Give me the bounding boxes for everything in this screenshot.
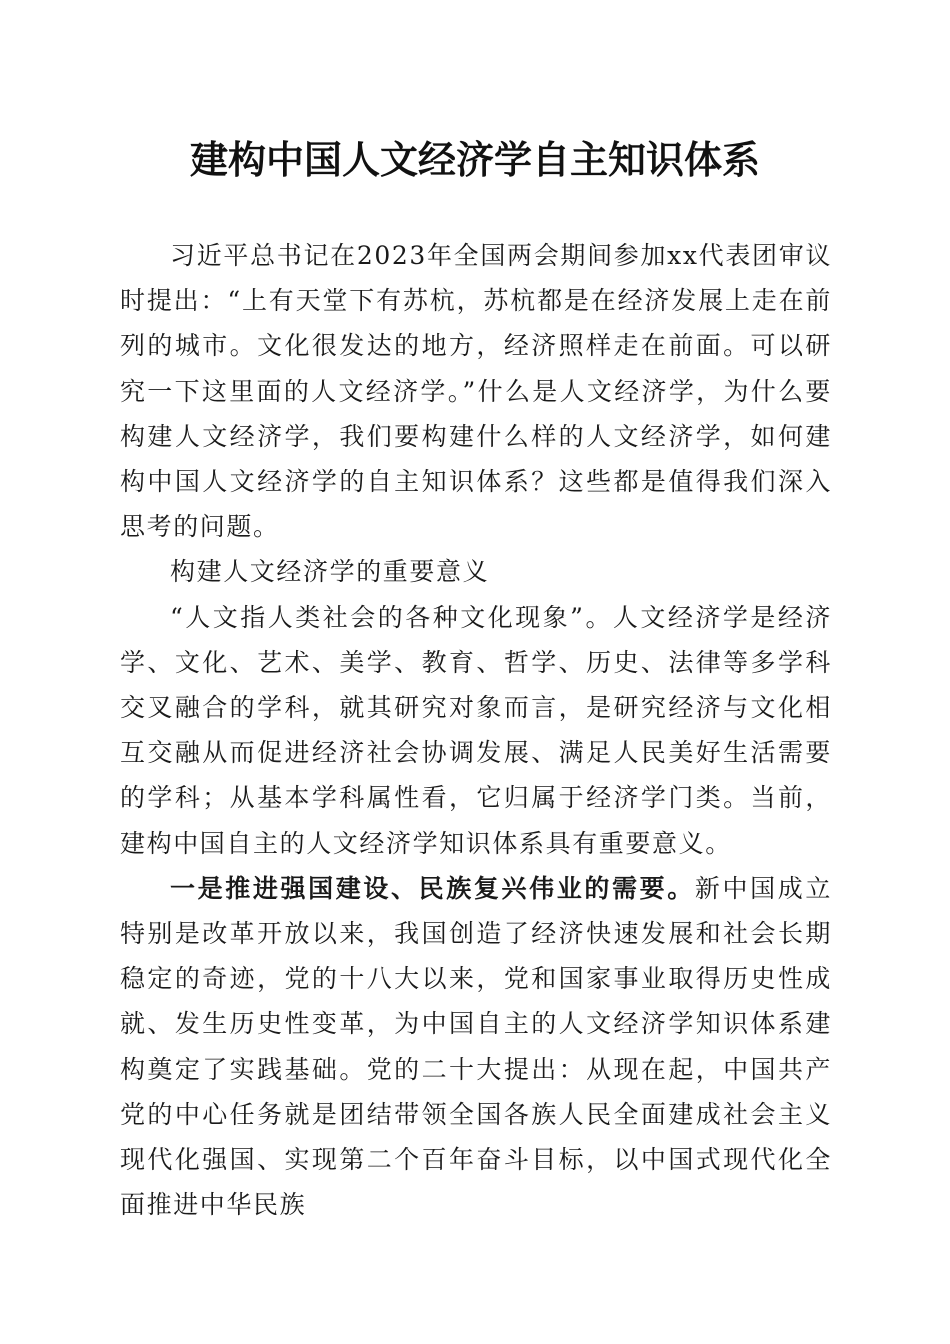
- point-one-text: 新中国成立特别是改革开放以来，我国创造了经济快速发展和社会长期稳定的奇迹，党的十八大以来，党和国家事业取得历史性成就、发生历史性变革，为中国自主的人文经济学知识体系建构奠定了实践基础。党的二十大提出：从现在起，中国共产党的中心任务就是团结带领全国各族人民全面建成社会主义现代化强国、实现第二个百年奋斗目标，以中国式现代化全面推进中华民族: [120, 873, 832, 1220]
- paragraph-point-one: [120, 866, 832, 1228]
- point-one-lead: 一是推进强国建设、民族复兴伟业的需要。: [170, 873, 695, 903]
- paragraph-intro: 习近平总书记在2023年全国两会期间参加xx代表团审议时提出：“上有天堂下有苏杭，苏杭都是在经济发展上走在前列的城市。文化很发达的地方，经济照样走在前面。可以研究一下这里面的人文经济学。”什么是人文经济学，为什么要构建人文经济学，我们要构建什么样的人文经济学，如何建构中国人文经济学的自主知识体系？这些都是值得我们深入思考的问题。: [120, 241, 832, 542]
- document-title: 建构中国人文经济学自主知识体系: [189, 137, 760, 182]
- document-body: [120, 233, 832, 1227]
- paragraph-definition: “人文指人类社会的各种文化现象”。人文经济学是经济学、文化、艺术、美学、教育、哲学、历史、法律等多学科交叉融合的学科，就其研究对象而言，是研究经济与文化相互交融从而促进经济社会协调发展、满足人民美好生活需要的学科；从基本学科属性看，它归属于经济学门类。当前，建构中国自主的人文经济学知识体系具有重要意义。: [120, 602, 832, 858]
- section-heading: 构建人文经济学的重要意义: [170, 557, 490, 587]
